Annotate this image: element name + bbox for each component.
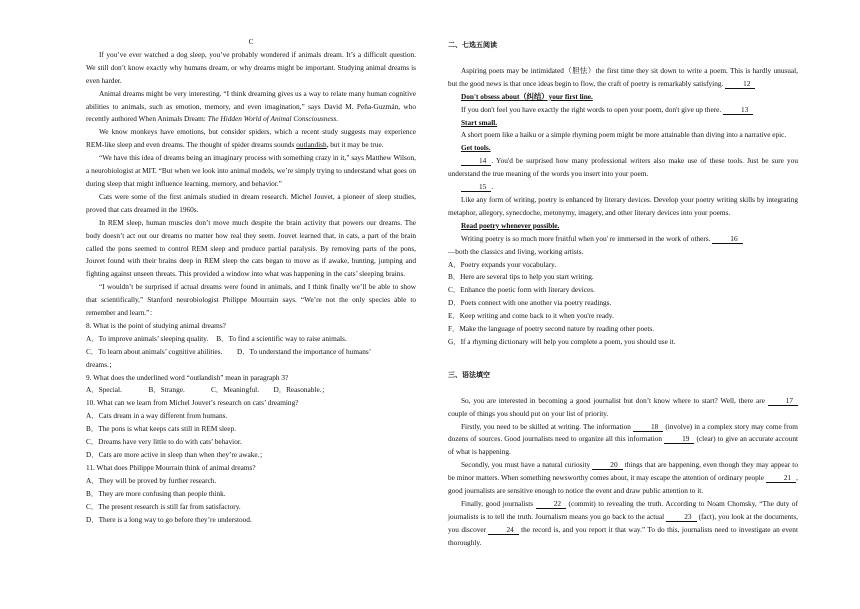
tip-text: If you don't feel you have exactly the right words to open your poem, don't give up there. 13 xyxy=(448,104,798,117)
question-9-options: A．Special. B．Strange. C．Meaningful. D．Reasonable.； xyxy=(86,385,329,395)
passage-paragraph: “I wouldn’t be surprised if actual dreams were found in animals, and I think finally we’ll be able to show that scientifically,” Stanford neurobiologist Philippe Mourrain says. “We’re not the only species able to remember and learn.”： xyxy=(86,282,416,318)
question-9: 9. What does the underlined word “outlandish” mean in paragraph 3? xyxy=(86,372,289,382)
tip-heading: Start small. xyxy=(461,117,498,127)
question-11-option-a: A．They will be proved by further research. xyxy=(86,475,217,485)
poetry-intro: Aspiring poets may be intimidated（胆怯）the first time they sit down to write a poem. This is hardly unusual, but the good news is that once ideas begin to flow, the craft of poetry is remarkably satisfying. 12 xyxy=(448,65,798,88)
question-10-option-b: B．The pons is what keeps cats still in REM sleep. xyxy=(86,424,236,434)
tip-heading: Don't obsess about（纠结）your first line. xyxy=(461,91,593,101)
blank-21: 21 xyxy=(766,473,796,483)
grammar-paragraph: Firstly, you need to be skilled at writing. The information 18 (involve) in a complex story may come from dozens of sources. Good journalists need to organize all this information 19 (clear) to give an accurate account of what is happening. xyxy=(448,421,798,457)
tip-text: Like any form of writing, poetry is enhanced by literary devices. Develop your poetry writing skills by integrating metaphor, allegory, synecdoche, metonymy, imagery, and other literary devices into your poems. xyxy=(448,194,798,217)
blank-23: 23 xyxy=(666,512,696,522)
question-11-option-d: D．There is a long way to go before they’re understood. xyxy=(86,514,252,524)
option-f: F．Make the language of poetry second nature by reading other poets. xyxy=(448,324,655,334)
left-column xyxy=(86,36,416,526)
passage-paragraph: In REM sleep, human muscles don’t move much despite the brain activity that powers our dreams. The body doesn’t act out our dreams no matter how real they seem. Jouvet learned that, in cats, a part of the brain called the pons seemed to control REM sleep and produce partial paralysis. By removing parts of the pons, Jouvet found with their brains deep in REM sleep the cats began to move as if awake, hunting, jumping and fighting against unseen threats. This provided a window into what was happening in the cats’ sleeping brains. xyxy=(86,217,416,279)
blank-13: 13 xyxy=(723,105,753,115)
option-d: D．Poets connect with one another via poetry readings. xyxy=(448,298,612,308)
passage-paragraph: Animal dreams might be very interesting. “I think dreaming gives us a way to relate many human cognitive abilities to animals, such as emotion, memory, and even imagination,” says David M. Peña-Guzmán, who recently authored When Animals Dream: The Hidden World of Animal Consciousness. xyxy=(86,88,416,124)
section-title-seven-choose-five: 二、七选五阅读 xyxy=(448,41,497,49)
blank-24: 24 xyxy=(488,525,518,535)
blank-line: 15 . xyxy=(448,181,798,194)
passage-letter: C xyxy=(248,37,254,46)
blank-22: 22 xyxy=(536,499,566,509)
tip-text: A short poem like a haiku or a simple rhyming poem might be more attainable than diving into a narrative epic. xyxy=(461,130,787,140)
tip-heading: Read poetry whenever possible. xyxy=(461,220,560,230)
question-10-option-a: A．Cats dream in a way different from humans. xyxy=(86,411,228,421)
blank-14: 14 xyxy=(461,156,491,166)
question-8-options-ab: A．To improve animals’ sleeping quality. B．To find a scientific way to raise animals. xyxy=(86,333,347,343)
right-column xyxy=(448,36,798,550)
underlined-word: outlandish xyxy=(296,140,327,150)
section-title-grammar-fill: 三、语法填空 xyxy=(448,370,490,379)
passage-paragraph: If you’ve ever watched a dog sleep, you’ve probably wondered if animals dream. It’s a difficult question. We still don’t know exactly why humans dream, or why dreams might be important. Studying animal dreams is even harder. xyxy=(86,49,416,85)
passage-paragraph: “We have this idea of dreams being an imaginary process with something crazy in it,” says Matthew Wilson, a neurobiologist at MIT. “But when we look into animal models, we’re simply trying to understand what goes on during sleep that might influence learning, memory, and behavior.” xyxy=(86,153,416,188)
question-10-option-c: C．Dreams have very little to do with cats’ behavior. xyxy=(86,437,242,447)
question-11-option-c: C．The present research is still far from satisfactory. xyxy=(86,501,241,511)
blank-16: 16 xyxy=(712,234,742,244)
option-b: B．Here are several tips to help you start writing. xyxy=(448,272,594,282)
question-8: 8. What is the point of studying animal dreams? xyxy=(86,320,226,330)
grammar-paragraph: Finally, good journalists 22 (commit) to revealing the truth. According to Noam Chomsky, “The duty of journalists is to tell the truth. Journalism means you go back to the actual 23 (fact), you look at the documents, you discover 24 the record is, and you report it that way.” To do this, journalists need to investigate an event thoroughly. xyxy=(448,499,798,547)
blank-12: 12 xyxy=(725,79,755,89)
tip-text: Writing poetry is so much more fruitful when you' re immersed in the work of others. 16 xyxy=(448,233,798,246)
question-11-option-b: B．They are more confusing than people think. xyxy=(86,488,226,498)
blank-20: 20 xyxy=(592,460,622,470)
option-e: E．Keep writing and come back to it when you're ready. xyxy=(448,311,614,321)
question-8-options-cd: C．To learn about animals’ cognitive abilities. D．To understand the importance of humans’ xyxy=(86,346,372,356)
blank-17: 17 xyxy=(768,396,798,406)
tip-text-cont: —both the classics and living, working artists. xyxy=(448,246,584,256)
option-c: C．Enhance the poetic form with literary devices. xyxy=(448,285,595,295)
question-11: 11. What does Philippe Mourrain think of animal dreams? xyxy=(86,462,256,472)
question-8-option-d-cont: dreams.； xyxy=(86,359,117,369)
grammar-paragraph: Secondly, you must have a natural curiosity 20 things that are happening, even though they may appear to be minor matters. When something newsworthy comes about, it may escape the attention of ordinary people 21 , good journalists are sensitive enough to notice the event and draw public attention to it. xyxy=(448,460,798,496)
blank-15: 15 xyxy=(461,182,491,192)
blank-19: 19 xyxy=(664,434,694,444)
question-10: 10. What can we learn from Michel Jouvet’s research on cats’ dreaming? xyxy=(86,398,299,408)
option-g: G．If a rhyming dictionary will help you complete a poem, you should use it. xyxy=(448,336,676,346)
passage-paragraph: We know monkeys have emotions, but consider spiders, which a recent study suggests may experience REM-like sleep and even dreams. The thought of spider dreams sounds outlandish, but it may be true. xyxy=(86,127,416,150)
question-10-option-d: D．Cats are more active in sleep than when they’re awake.； xyxy=(86,450,267,459)
tip-text: 14 . You'd be surprised how many professional writers also make use of these tools. Just be sure you understand the true meaning of the words you insert into your poem. xyxy=(448,156,798,179)
option-a: A．Poetry expands your vocabulary. xyxy=(448,259,557,269)
blank-18: 18 xyxy=(633,422,663,432)
grammar-paragraph: So, you are interested in becoming a good journalist but don’t know where to start? Well, there are 17 couple of things you should put on your list of priority. xyxy=(448,395,798,421)
tip-heading: Get tools. xyxy=(461,143,491,153)
passage-paragraph: Cats were some of the first animals studied in dream research. Michel Jouvet, a pioneer of sleep studies, proved that cats dreamed in the 1960s. xyxy=(86,191,416,214)
